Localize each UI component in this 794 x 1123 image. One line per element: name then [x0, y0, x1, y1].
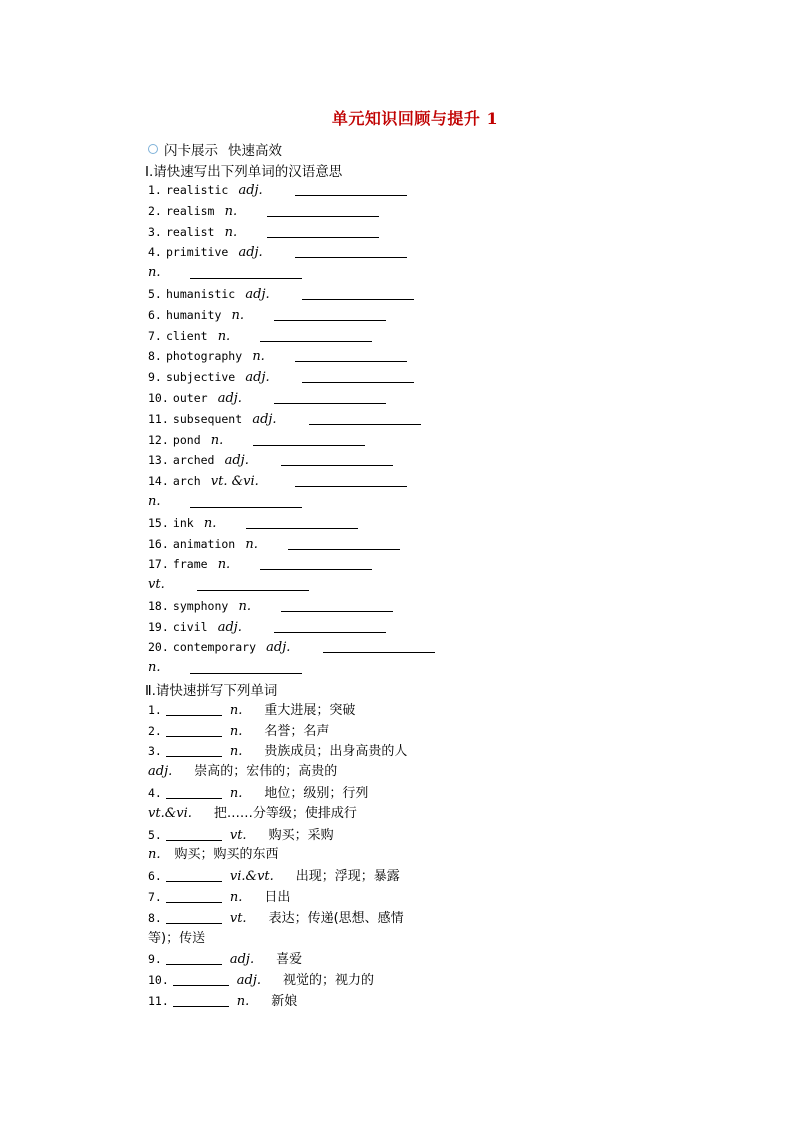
answer-blank[interactable]	[274, 632, 386, 633]
item-number: 11.	[148, 412, 169, 426]
item-pos: adj.	[238, 245, 263, 260]
answer-blank[interactable]	[295, 486, 407, 487]
answer-blank[interactable]	[197, 590, 309, 591]
item-meaning-continuation: 等)；传送	[148, 931, 206, 946]
item-pos: n.	[217, 329, 231, 344]
item-meaning: 名誉；名声	[264, 724, 330, 739]
section-2-heading: Ⅱ.请快速拼写下列单词	[145, 683, 278, 699]
item-number: 1.	[148, 183, 162, 197]
item-pos: n.	[224, 225, 238, 240]
answer-blank[interactable]	[295, 195, 407, 196]
item-extra-meaning: 把……分等级；使排成行	[213, 806, 357, 821]
vocab-item	[148, 346, 265, 366]
item-pos: adj.	[245, 370, 270, 385]
spelling-item	[148, 825, 334, 845]
vocab-item	[148, 409, 277, 429]
answer-blank[interactable]	[190, 507, 302, 508]
item-word: contemporary	[172, 640, 257, 654]
item-meaning: 喜爱	[276, 952, 303, 967]
item-pos: n.	[252, 349, 265, 364]
answer-blank[interactable]	[309, 424, 421, 425]
item-word: civil	[172, 620, 208, 634]
answer-blank[interactable]	[166, 826, 222, 841]
flash-card-header	[148, 139, 282, 159]
vocab-item	[148, 367, 270, 387]
item-pos: adj.	[224, 453, 249, 468]
item-number: 9.	[148, 952, 162, 966]
item-meaning: 购买；采购	[268, 828, 334, 843]
item-word: symphony	[172, 599, 229, 613]
answer-blank[interactable]	[253, 445, 365, 446]
bullet-circle-icon	[148, 144, 158, 154]
item-number: 10.	[148, 391, 169, 405]
vocab-item	[148, 637, 290, 657]
item-word: primitive	[166, 245, 229, 259]
item-number: 10.	[148, 973, 169, 987]
spelling-item-extra	[148, 845, 279, 865]
item-word: photography	[166, 349, 243, 363]
spelling-item	[148, 700, 355, 720]
flash-card-tagline: 快速高效	[228, 143, 282, 159]
item-extra-pos: n.	[148, 494, 161, 509]
spelling-item-extra	[148, 804, 357, 824]
item-number: 1.	[148, 703, 162, 717]
item-number: 3.	[148, 744, 162, 758]
flash-card-label: 闪卡展示	[164, 143, 218, 159]
item-word: ink	[172, 516, 194, 530]
item-word: realistic	[166, 183, 229, 197]
item-pos: n.	[229, 703, 243, 718]
vocab-item-extra	[148, 492, 161, 512]
item-pos: adj.	[217, 391, 242, 406]
item-word: subsequent	[172, 412, 243, 426]
item-number: 8.	[148, 911, 162, 925]
item-extra-pos: n.	[148, 660, 161, 675]
item-extra-pos: vt.&vi.	[148, 806, 192, 821]
spelling-item	[148, 991, 297, 1011]
answer-blank[interactable]	[295, 257, 407, 258]
item-word: outer	[172, 391, 208, 405]
item-pos: adj.	[252, 412, 277, 427]
answer-blank[interactable]	[246, 528, 358, 529]
item-pos: n.	[229, 744, 243, 759]
spelling-item-continuation	[148, 929, 205, 949]
answer-blank[interactable]	[281, 611, 393, 612]
answer-blank[interactable]	[260, 341, 372, 342]
vocab-item	[148, 534, 258, 554]
answer-blank[interactable]	[166, 909, 222, 924]
item-meaning: 地位；级别；行列	[264, 786, 369, 801]
answer-blank[interactable]	[274, 320, 386, 321]
answer-blank[interactable]	[302, 382, 414, 383]
item-pos: adj.	[245, 287, 270, 302]
vocab-item	[148, 201, 237, 221]
item-extra-meaning: 崇高的；宏伟的；高贵的	[194, 764, 338, 779]
item-pos: adj.	[229, 952, 255, 967]
item-pos: n.	[245, 537, 258, 552]
item-extra-pos: n.	[148, 265, 161, 280]
spelling-item	[148, 741, 407, 761]
item-number: 14.	[148, 474, 169, 488]
item-number: 15.	[148, 516, 169, 530]
vocab-item-extra	[148, 263, 161, 283]
item-extra-pos: n.	[148, 847, 161, 862]
section-1-heading: Ⅰ.请快速写出下列单词的汉语意思	[145, 164, 343, 180]
answer-blank[interactable]	[173, 992, 229, 1007]
item-number: 5.	[148, 287, 162, 301]
item-meaning: 新娘	[271, 994, 298, 1009]
answer-blank[interactable]	[267, 237, 379, 238]
answer-blank[interactable]	[166, 950, 222, 965]
vocab-item-extra	[148, 575, 165, 595]
answer-blank[interactable]	[274, 403, 386, 404]
item-number: 12.	[148, 433, 169, 447]
item-pos: vt.	[229, 828, 247, 843]
item-number: 2.	[148, 204, 162, 218]
item-pos: vi.&vt.	[229, 869, 274, 884]
vocab-item	[148, 222, 237, 242]
vocab-item	[148, 554, 230, 574]
spelling-item	[148, 866, 400, 886]
vocab-item	[148, 284, 270, 304]
item-pos: n.	[231, 308, 245, 323]
answer-blank[interactable]	[288, 549, 400, 550]
item-number: 20.	[148, 640, 169, 654]
item-word: arched	[172, 453, 215, 467]
item-pos: vt.	[229, 911, 247, 926]
vocab-item	[148, 513, 216, 533]
vocab-item	[148, 180, 263, 200]
item-pos: n.	[217, 557, 231, 572]
item-word: realism	[166, 204, 215, 218]
item-number: 7.	[148, 890, 162, 904]
item-word: realist	[166, 225, 215, 239]
answer-blank[interactable]	[260, 569, 372, 570]
item-meaning: 视觉的；视力的	[283, 973, 375, 988]
item-meaning: 日出	[264, 890, 291, 905]
item-pos: n.	[229, 724, 243, 739]
item-pos: adj.	[217, 620, 242, 635]
vocab-item	[148, 326, 230, 346]
item-number: 16.	[148, 537, 169, 551]
spelling-item	[148, 908, 404, 928]
item-pos: adj.	[236, 973, 262, 988]
item-extra-pos: adj.	[148, 764, 173, 779]
spelling-item	[148, 887, 290, 907]
item-pos: n.	[229, 786, 243, 801]
item-number: 17.	[148, 557, 169, 571]
answer-blank[interactable]	[323, 652, 435, 653]
item-word: arch	[172, 474, 201, 488]
vocab-item	[148, 596, 251, 616]
answer-blank[interactable]	[190, 673, 302, 674]
page-title: 单元知识回顾与提升 1	[331, 109, 499, 128]
item-extra-pos: vt.	[148, 577, 165, 592]
item-number: 18.	[148, 599, 169, 613]
item-pos: n.	[238, 599, 251, 614]
spelling-item-extra	[148, 762, 337, 782]
answer-blank[interactable]	[166, 867, 222, 882]
item-pos: vt. &vi.	[210, 474, 259, 489]
item-pos: n.	[203, 516, 217, 531]
item-extra-meaning: 购买；购买的东西	[174, 847, 279, 862]
item-number: 13.	[148, 453, 169, 467]
spelling-item	[148, 721, 329, 741]
vocab-item	[148, 617, 242, 637]
item-meaning: 重大进展；突破	[264, 703, 356, 718]
item-number: 11.	[148, 994, 169, 1008]
spelling-item	[148, 970, 374, 990]
spelling-item	[148, 949, 302, 969]
answer-blank[interactable]	[190, 278, 302, 279]
vocab-item	[148, 430, 223, 450]
item-word: humanistic	[166, 287, 236, 301]
item-number: 3.	[148, 225, 162, 239]
answer-blank[interactable]	[267, 216, 379, 217]
answer-blank[interactable]	[295, 361, 407, 362]
spelling-item	[148, 783, 368, 803]
item-word: subjective	[166, 370, 236, 384]
item-number: 6.	[148, 869, 162, 883]
item-number: 4.	[148, 786, 162, 800]
item-word: frame	[172, 557, 208, 571]
item-pos: adj.	[238, 183, 263, 198]
item-number: 6.	[148, 308, 162, 322]
vocab-item	[148, 388, 242, 408]
answer-blank[interactable]	[166, 722, 222, 737]
item-pos: n.	[229, 890, 243, 905]
item-pos: n.	[210, 433, 224, 448]
answer-blank[interactable]	[166, 784, 222, 799]
vocab-item	[148, 305, 244, 325]
item-number: 4.	[148, 245, 162, 259]
vocab-item-extra	[148, 658, 161, 678]
item-meaning: 贵族成员；出身高贵的人	[264, 744, 408, 759]
item-word: humanity	[166, 308, 222, 322]
answer-blank[interactable]	[166, 701, 222, 716]
item-number: 8.	[148, 349, 162, 363]
vocab-item	[148, 450, 249, 470]
answer-blank[interactable]	[302, 299, 414, 300]
answer-blank[interactable]	[166, 742, 222, 757]
vocab-item	[148, 242, 263, 262]
item-word: animation	[172, 537, 236, 551]
vocab-item	[148, 471, 259, 491]
item-word: pond	[172, 433, 201, 447]
item-number: 7.	[148, 329, 162, 343]
item-word: client	[166, 329, 208, 343]
item-meaning: 表达；传递(思想、感情	[268, 911, 404, 926]
item-pos: n.	[236, 994, 250, 1009]
item-number: 2.	[148, 724, 162, 738]
answer-blank[interactable]	[166, 888, 222, 903]
item-meaning: 出现；浮现；暴露	[295, 869, 400, 884]
item-number: 19.	[148, 620, 169, 634]
item-pos: adj.	[266, 640, 291, 655]
item-number: 9.	[148, 370, 162, 384]
answer-blank[interactable]	[281, 465, 393, 466]
item-number: 5.	[148, 828, 162, 842]
answer-blank[interactable]	[173, 971, 229, 986]
item-pos: n.	[224, 204, 238, 219]
